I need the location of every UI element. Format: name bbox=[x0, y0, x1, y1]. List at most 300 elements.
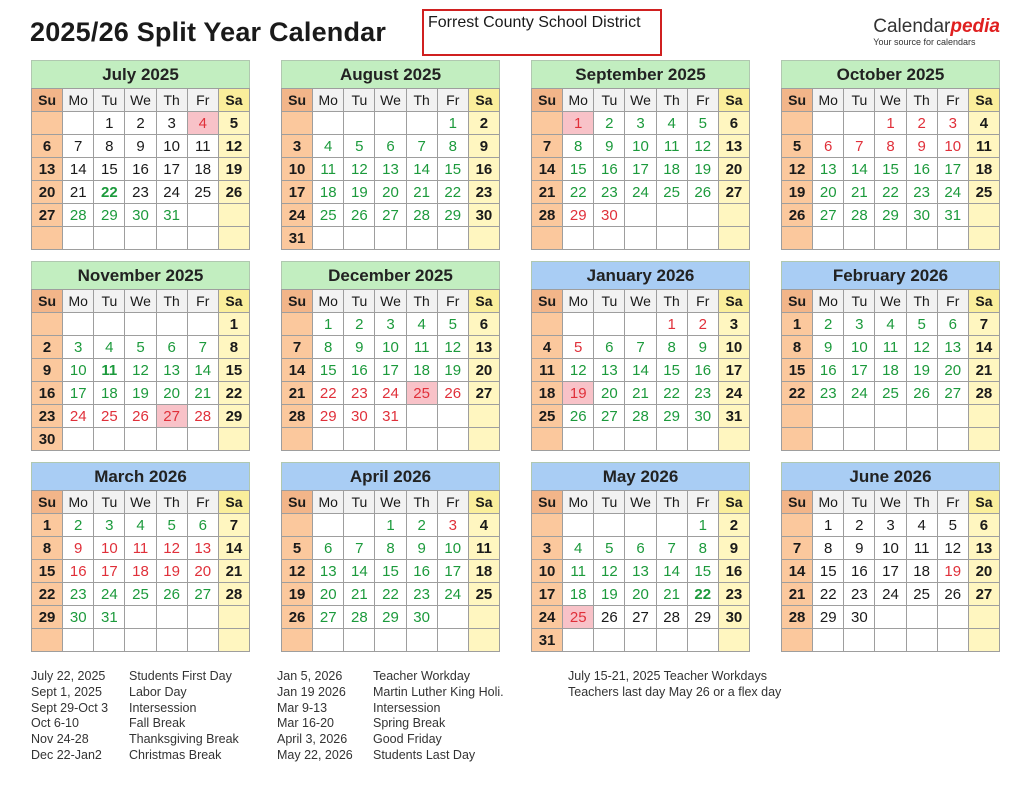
day-cell: 20 bbox=[968, 560, 999, 583]
day-cell: 16 bbox=[406, 560, 437, 583]
weekday-header: Tu bbox=[94, 290, 125, 313]
month-title: December 2025 bbox=[281, 261, 500, 289]
empty-cell bbox=[313, 629, 344, 652]
day-cell: 3 bbox=[844, 313, 875, 336]
day-cell: 28 bbox=[782, 606, 813, 629]
day-cell: 27 bbox=[313, 606, 344, 629]
note-event: Martin Luther King Holi. bbox=[373, 684, 504, 699]
day-cell: 31 bbox=[156, 204, 187, 227]
weekday-header: Sa bbox=[718, 290, 749, 313]
day-cell: 20 bbox=[375, 181, 406, 204]
empty-cell bbox=[844, 112, 875, 135]
day-cell: 2 bbox=[906, 112, 937, 135]
day-cell: 26 bbox=[437, 382, 468, 405]
day-cell: 7 bbox=[187, 336, 218, 359]
day-cell: 25 bbox=[187, 181, 218, 204]
day-cell: 2 bbox=[32, 336, 63, 359]
day-cell: 12 bbox=[782, 158, 813, 181]
empty-cell bbox=[156, 629, 187, 652]
day-cell: 4 bbox=[313, 135, 344, 158]
note-row bbox=[277, 748, 504, 764]
empty-cell bbox=[625, 313, 656, 336]
day-cell: 4 bbox=[656, 112, 687, 135]
weekday-header: Sa bbox=[468, 89, 499, 112]
weekday-header: Fr bbox=[187, 89, 218, 112]
note-row bbox=[31, 669, 239, 685]
day-cell: 25 bbox=[406, 382, 437, 405]
day-cell: 31 bbox=[94, 606, 125, 629]
day-cell: 4 bbox=[406, 313, 437, 336]
day-cell: 3 bbox=[532, 537, 563, 560]
empty-cell bbox=[937, 428, 968, 451]
empty-cell bbox=[906, 227, 937, 250]
empty-cell bbox=[468, 428, 499, 451]
weekday-header: Tu bbox=[344, 290, 375, 313]
day-cell: 18 bbox=[656, 158, 687, 181]
day-cell: 20 bbox=[718, 158, 749, 181]
empty-cell bbox=[594, 227, 625, 250]
weekday-header: Su bbox=[32, 89, 63, 112]
weekday-header: Tu bbox=[94, 491, 125, 514]
day-cell: 8 bbox=[563, 135, 594, 158]
empty-cell bbox=[875, 405, 906, 428]
day-cell: 4 bbox=[563, 537, 594, 560]
day-cell: 25 bbox=[875, 382, 906, 405]
day-cell: 4 bbox=[532, 336, 563, 359]
note-event: Christmas Break bbox=[129, 747, 222, 762]
weekday-header: Tu bbox=[344, 491, 375, 514]
empty-cell bbox=[532, 428, 563, 451]
day-cell: 23 bbox=[125, 181, 156, 204]
day-cell: 18 bbox=[875, 359, 906, 382]
day-cell: 28 bbox=[282, 405, 313, 428]
day-cell: 9 bbox=[687, 336, 718, 359]
day-cell: 25 bbox=[313, 204, 344, 227]
day-cell: 27 bbox=[937, 382, 968, 405]
empty-cell bbox=[437, 606, 468, 629]
day-cell: 5 bbox=[218, 112, 249, 135]
empty-cell bbox=[156, 428, 187, 451]
empty-cell bbox=[282, 313, 313, 336]
weekday-header: Mo bbox=[813, 491, 844, 514]
brand-name-main: Calendar bbox=[873, 16, 951, 37]
note-event: Students Last Day bbox=[373, 747, 476, 762]
day-cell: 14 bbox=[187, 359, 218, 382]
empty-cell bbox=[813, 112, 844, 135]
day-cell: 30 bbox=[687, 405, 718, 428]
weekday-header: Sa bbox=[718, 491, 749, 514]
month-title: July 2025 bbox=[31, 60, 250, 88]
day-cell: 16 bbox=[718, 560, 749, 583]
empty-cell bbox=[782, 227, 813, 250]
day-cell: 30 bbox=[844, 606, 875, 629]
empty-cell bbox=[656, 629, 687, 652]
weekday-header: Fr bbox=[937, 89, 968, 112]
day-cell: 29 bbox=[313, 405, 344, 428]
note-event: Students First Day bbox=[129, 669, 232, 683]
day-cell: 20 bbox=[813, 181, 844, 204]
day-cell: 27 bbox=[594, 405, 625, 428]
day-cell: 5 bbox=[437, 313, 468, 336]
empty-cell bbox=[875, 428, 906, 451]
weekday-header: We bbox=[375, 491, 406, 514]
day-cell: 30 bbox=[594, 204, 625, 227]
day-cell: 3 bbox=[437, 514, 468, 537]
day-cell: 28 bbox=[187, 405, 218, 428]
empty-cell bbox=[125, 606, 156, 629]
day-cell: 5 bbox=[937, 514, 968, 537]
day-cell: 8 bbox=[94, 135, 125, 158]
weekday-header: Fr bbox=[687, 491, 718, 514]
day-cell: 3 bbox=[63, 336, 94, 359]
day-cell: 21 bbox=[218, 560, 249, 583]
day-cell: 6 bbox=[718, 112, 749, 135]
empty-cell bbox=[63, 227, 94, 250]
empty-cell bbox=[375, 629, 406, 652]
empty-cell bbox=[282, 112, 313, 135]
note-row bbox=[277, 701, 504, 717]
day-cell: 22 bbox=[32, 583, 63, 606]
day-cell: 20 bbox=[468, 359, 499, 382]
day-cell: 10 bbox=[63, 359, 94, 382]
day-cell: 2 bbox=[63, 514, 94, 537]
empty-cell bbox=[656, 227, 687, 250]
brand-tagline: Your source for calendars bbox=[873, 37, 976, 47]
note-event: Fall Break bbox=[129, 716, 186, 731]
day-cell: 9 bbox=[406, 537, 437, 560]
day-cell: 22 bbox=[656, 382, 687, 405]
weekday-header: Tu bbox=[844, 290, 875, 313]
day-cell: 12 bbox=[282, 560, 313, 583]
empty-cell bbox=[32, 313, 63, 336]
day-cell: 11 bbox=[468, 537, 499, 560]
day-cell: 30 bbox=[32, 428, 63, 451]
day-cell: 29 bbox=[563, 204, 594, 227]
day-cell: 14 bbox=[782, 560, 813, 583]
day-cell: 5 bbox=[156, 514, 187, 537]
empty-cell bbox=[968, 606, 999, 629]
day-cell: 25 bbox=[656, 181, 687, 204]
empty-cell bbox=[968, 428, 999, 451]
empty-cell bbox=[218, 428, 249, 451]
empty-cell bbox=[906, 428, 937, 451]
note-row bbox=[277, 685, 504, 701]
weekday-header: We bbox=[625, 89, 656, 112]
day-cell: 11 bbox=[187, 135, 218, 158]
day-cell: 7 bbox=[406, 135, 437, 158]
day-cell: 31 bbox=[718, 405, 749, 428]
empty-cell bbox=[32, 227, 63, 250]
day-cell: 27 bbox=[625, 606, 656, 629]
weekday-header: Fr bbox=[437, 290, 468, 313]
day-cell: 21 bbox=[187, 382, 218, 405]
weekday-header: Th bbox=[656, 89, 687, 112]
day-cell: 11 bbox=[125, 537, 156, 560]
day-cell: 28 bbox=[344, 606, 375, 629]
empty-cell bbox=[594, 428, 625, 451]
weekday-header: Sa bbox=[218, 290, 249, 313]
empty-cell bbox=[218, 204, 249, 227]
empty-cell bbox=[656, 204, 687, 227]
weekday-header: Th bbox=[406, 491, 437, 514]
day-cell: 6 bbox=[375, 135, 406, 158]
empty-cell bbox=[532, 514, 563, 537]
brand-logo[interactable] bbox=[873, 16, 1000, 47]
note-date: Jan 19 2026 bbox=[277, 684, 346, 699]
weekday-header: Mo bbox=[63, 491, 94, 514]
day-cell: 31 bbox=[282, 227, 313, 250]
page-title: 2025/26 Split Year Calendar bbox=[30, 17, 387, 47]
empty-cell bbox=[718, 629, 749, 652]
note-date: Sept 29-Oct 3 bbox=[31, 700, 109, 715]
day-cell: 19 bbox=[594, 583, 625, 606]
note-event: Intersession bbox=[129, 700, 197, 715]
empty-cell bbox=[63, 112, 94, 135]
empty-cell bbox=[94, 313, 125, 336]
day-cell: 3 bbox=[375, 313, 406, 336]
day-cell: 25 bbox=[906, 583, 937, 606]
day-cell: 4 bbox=[187, 112, 218, 135]
day-cell: 23 bbox=[32, 405, 63, 428]
day-cell: 18 bbox=[968, 158, 999, 181]
month-block bbox=[531, 261, 750, 451]
empty-cell bbox=[625, 629, 656, 652]
empty-cell bbox=[594, 313, 625, 336]
empty-cell bbox=[813, 405, 844, 428]
empty-cell bbox=[532, 112, 563, 135]
weekday-header: We bbox=[625, 491, 656, 514]
weekday-header: Sa bbox=[718, 89, 749, 112]
empty-cell bbox=[156, 606, 187, 629]
day-cell: 27 bbox=[468, 382, 499, 405]
day-cell: 13 bbox=[156, 359, 187, 382]
weekday-header: Mo bbox=[563, 491, 594, 514]
day-cell: 18 bbox=[468, 560, 499, 583]
day-cell: 18 bbox=[532, 382, 563, 405]
day-cell: 21 bbox=[968, 359, 999, 382]
day-cell: 17 bbox=[625, 158, 656, 181]
day-cell: 7 bbox=[532, 135, 563, 158]
day-cell: 1 bbox=[563, 112, 594, 135]
day-cell: 16 bbox=[344, 359, 375, 382]
weekday-header: Fr bbox=[937, 491, 968, 514]
day-cell: 14 bbox=[218, 537, 249, 560]
empty-cell bbox=[968, 405, 999, 428]
day-cell: 11 bbox=[906, 537, 937, 560]
empty-cell bbox=[718, 227, 749, 250]
weekday-header: Th bbox=[406, 290, 437, 313]
day-cell: 2 bbox=[344, 313, 375, 336]
empty-cell bbox=[63, 313, 94, 336]
day-cell: 5 bbox=[344, 135, 375, 158]
empty-cell bbox=[344, 629, 375, 652]
empty-cell bbox=[468, 629, 499, 652]
weekday-header: Mo bbox=[313, 290, 344, 313]
weekday-header: We bbox=[375, 89, 406, 112]
weekday-header: Sa bbox=[218, 89, 249, 112]
day-cell: 3 bbox=[625, 112, 656, 135]
empty-cell bbox=[313, 514, 344, 537]
day-cell: 4 bbox=[968, 112, 999, 135]
empty-cell bbox=[406, 629, 437, 652]
empty-cell bbox=[344, 514, 375, 537]
weekday-header: Tu bbox=[94, 89, 125, 112]
day-cell: 15 bbox=[94, 158, 125, 181]
day-cell: 14 bbox=[63, 158, 94, 181]
empty-cell bbox=[875, 227, 906, 250]
weekday-header: We bbox=[875, 290, 906, 313]
note-event: Teacher Workday bbox=[373, 669, 471, 683]
day-cell: 31 bbox=[937, 204, 968, 227]
empty-cell bbox=[844, 629, 875, 652]
day-cell: 18 bbox=[94, 382, 125, 405]
day-cell: 23 bbox=[406, 583, 437, 606]
day-cell: 21 bbox=[782, 583, 813, 606]
empty-cell bbox=[625, 514, 656, 537]
day-cell: 14 bbox=[282, 359, 313, 382]
day-cell: 7 bbox=[782, 537, 813, 560]
day-cell: 17 bbox=[718, 359, 749, 382]
day-cell: 22 bbox=[563, 181, 594, 204]
day-cell: 16 bbox=[687, 359, 718, 382]
day-cell: 10 bbox=[437, 537, 468, 560]
weekday-header: Sa bbox=[218, 491, 249, 514]
brand-name bbox=[873, 16, 1000, 38]
day-cell: 8 bbox=[782, 336, 813, 359]
day-cell: 29 bbox=[375, 606, 406, 629]
month-title: September 2025 bbox=[531, 60, 750, 88]
day-cell: 13 bbox=[375, 158, 406, 181]
note-row bbox=[31, 748, 239, 764]
weekday-header: Th bbox=[906, 491, 937, 514]
day-cell: 12 bbox=[594, 560, 625, 583]
day-cell: 14 bbox=[532, 158, 563, 181]
empty-cell bbox=[937, 629, 968, 652]
day-cell: 16 bbox=[125, 158, 156, 181]
day-cell: 21 bbox=[282, 382, 313, 405]
day-cell: 31 bbox=[375, 405, 406, 428]
weekday-header: Sa bbox=[468, 491, 499, 514]
note-event: Good Friday bbox=[373, 732, 442, 747]
note-event: Labor Day bbox=[129, 684, 187, 699]
empty-cell bbox=[32, 112, 63, 135]
month-title: October 2025 bbox=[781, 60, 1000, 88]
empty-cell bbox=[656, 428, 687, 451]
day-cell: 26 bbox=[563, 405, 594, 428]
empty-cell bbox=[32, 629, 63, 652]
day-cell: 10 bbox=[718, 336, 749, 359]
day-cell: 29 bbox=[437, 204, 468, 227]
day-cell: 29 bbox=[32, 606, 63, 629]
day-cell: 9 bbox=[906, 135, 937, 158]
day-cell: 8 bbox=[656, 336, 687, 359]
day-cell: 13 bbox=[625, 560, 656, 583]
empty-cell bbox=[437, 629, 468, 652]
weekday-header: Sa bbox=[968, 89, 999, 112]
day-cell: 12 bbox=[437, 336, 468, 359]
day-cell: 9 bbox=[468, 135, 499, 158]
day-cell: 23 bbox=[344, 382, 375, 405]
day-cell: 18 bbox=[406, 359, 437, 382]
month-block bbox=[781, 462, 1000, 652]
day-cell: 1 bbox=[782, 313, 813, 336]
day-cell: 5 bbox=[687, 112, 718, 135]
day-cell: 30 bbox=[344, 405, 375, 428]
weekday-header: We bbox=[125, 89, 156, 112]
day-cell: 17 bbox=[875, 560, 906, 583]
day-cell: 2 bbox=[718, 514, 749, 537]
day-cell: 22 bbox=[94, 181, 125, 204]
day-cell: 10 bbox=[94, 537, 125, 560]
day-cell: 15 bbox=[218, 359, 249, 382]
day-cell: 3 bbox=[875, 514, 906, 537]
weekday-header: We bbox=[125, 290, 156, 313]
day-cell: 27 bbox=[968, 583, 999, 606]
day-cell: 29 bbox=[218, 405, 249, 428]
day-cell: 7 bbox=[218, 514, 249, 537]
day-cell: 27 bbox=[32, 204, 63, 227]
day-cell: 14 bbox=[344, 560, 375, 583]
day-cell: 20 bbox=[313, 583, 344, 606]
notes-column-2 bbox=[277, 669, 504, 764]
empty-cell bbox=[218, 606, 249, 629]
day-cell: 26 bbox=[344, 204, 375, 227]
weekday-header: Tu bbox=[344, 89, 375, 112]
day-cell: 17 bbox=[937, 158, 968, 181]
note-date: July 22, 2025 bbox=[31, 669, 106, 683]
day-cell: 12 bbox=[218, 135, 249, 158]
day-cell: 16 bbox=[468, 158, 499, 181]
day-cell: 24 bbox=[718, 382, 749, 405]
day-cell: 19 bbox=[563, 382, 594, 405]
day-cell: 1 bbox=[875, 112, 906, 135]
day-cell: 27 bbox=[718, 181, 749, 204]
day-cell: 8 bbox=[687, 537, 718, 560]
day-cell: 30 bbox=[906, 204, 937, 227]
day-cell: 22 bbox=[813, 583, 844, 606]
day-cell: 12 bbox=[906, 336, 937, 359]
day-cell: 9 bbox=[63, 537, 94, 560]
empty-cell bbox=[375, 428, 406, 451]
day-cell: 22 bbox=[687, 583, 718, 606]
day-cell: 7 bbox=[968, 313, 999, 336]
empty-cell bbox=[968, 204, 999, 227]
empty-cell bbox=[94, 227, 125, 250]
day-cell: 12 bbox=[563, 359, 594, 382]
empty-cell bbox=[187, 313, 218, 336]
day-cell: 8 bbox=[875, 135, 906, 158]
day-cell: 6 bbox=[968, 514, 999, 537]
empty-cell bbox=[313, 428, 344, 451]
day-cell: 26 bbox=[156, 583, 187, 606]
day-cell: 7 bbox=[282, 336, 313, 359]
month-title: March 2026 bbox=[31, 462, 250, 490]
day-cell: 8 bbox=[32, 537, 63, 560]
empty-cell bbox=[406, 405, 437, 428]
day-cell: 8 bbox=[437, 135, 468, 158]
weekday-header: Su bbox=[282, 491, 313, 514]
day-cell: 2 bbox=[594, 112, 625, 135]
weekday-header: Fr bbox=[687, 290, 718, 313]
day-cell: 23 bbox=[63, 583, 94, 606]
note-line: July 15-21, 2025 Teacher Workdays bbox=[568, 669, 767, 683]
day-cell: 20 bbox=[156, 382, 187, 405]
day-cell: 25 bbox=[968, 181, 999, 204]
day-cell: 22 bbox=[313, 382, 344, 405]
day-cell: 1 bbox=[687, 514, 718, 537]
weekday-header: Su bbox=[782, 89, 813, 112]
weekday-header: Mo bbox=[563, 290, 594, 313]
